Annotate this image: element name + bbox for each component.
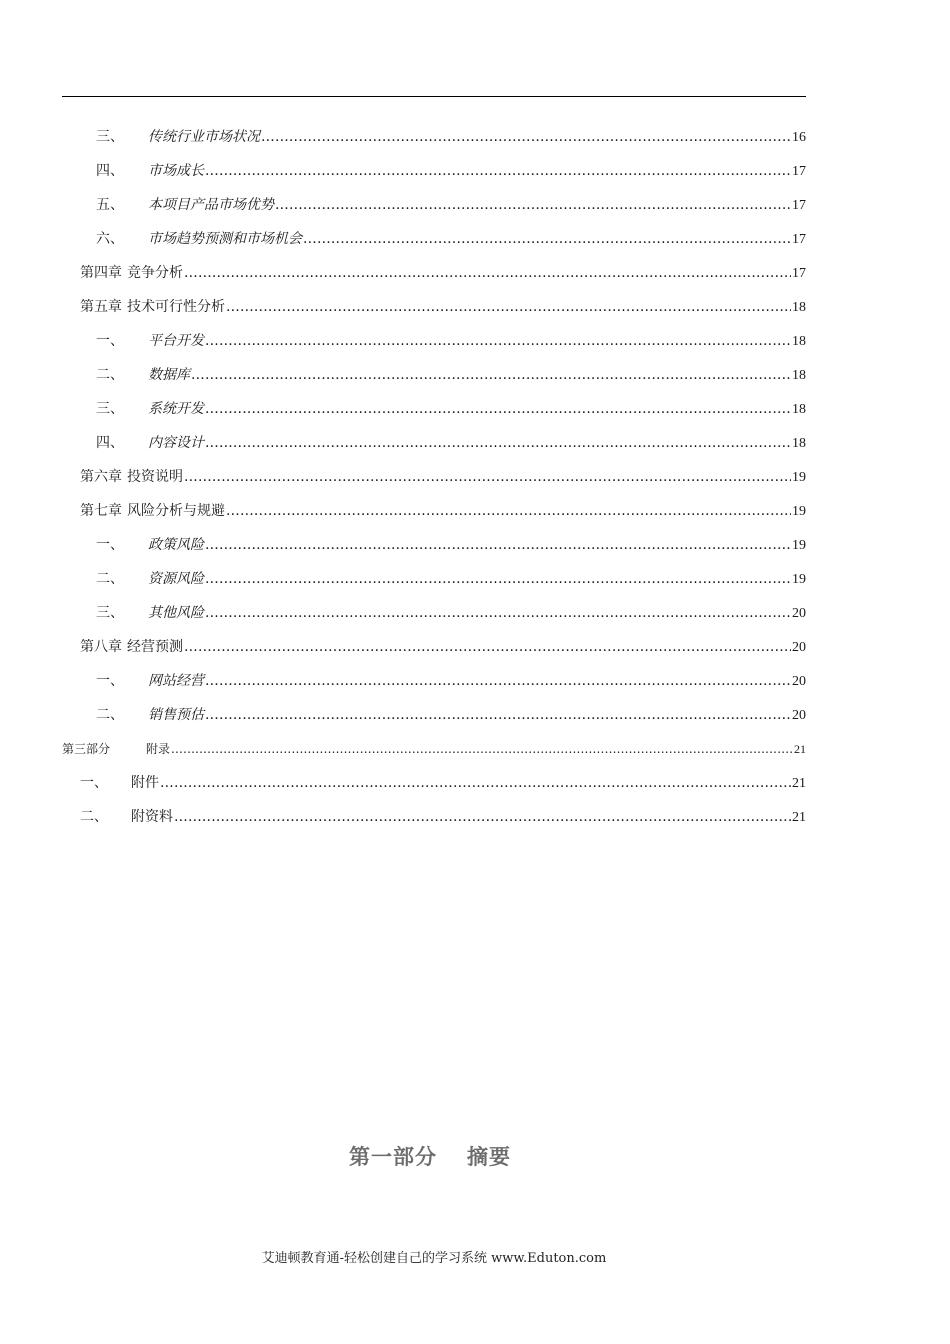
toc-entry[interactable] xyxy=(96,332,806,351)
toc-entry[interactable] xyxy=(80,774,806,793)
toc-entry-title: 其他风险 xyxy=(148,605,204,621)
toc-entry-number: 第五章 xyxy=(80,299,122,315)
toc-entry[interactable] xyxy=(96,400,806,419)
toc-dot-leader xyxy=(191,366,791,384)
toc-dot-leader xyxy=(205,434,791,452)
toc-dot-leader xyxy=(205,162,791,180)
toc-entry[interactable] xyxy=(96,128,806,147)
toc-dot-leader xyxy=(226,298,791,316)
toc-entry[interactable] xyxy=(96,536,806,555)
toc-entry-number: 二、 xyxy=(96,707,124,723)
toc-entry-number: 一、 xyxy=(96,333,124,349)
toc-entry-title: 市场趋势预测和市场机会 xyxy=(148,231,302,247)
toc-entry-number: 第八章 xyxy=(80,639,122,655)
toc-entry[interactable] xyxy=(96,604,806,623)
toc-entry-title: 附件 xyxy=(131,775,159,791)
toc-entry-title: 销售预估 xyxy=(148,707,204,723)
toc-entry[interactable] xyxy=(96,570,806,589)
toc-entry-page: 17 xyxy=(792,232,806,247)
toc-dot-leader xyxy=(205,332,791,350)
toc-entry-page: 18 xyxy=(792,334,806,349)
toc-entry-page: 18 xyxy=(792,402,806,417)
toc-entry[interactable] xyxy=(96,196,806,215)
toc-entry-page: 20 xyxy=(792,674,806,689)
toc-entry-number: 一、 xyxy=(96,537,124,553)
toc-entry-page: 21 xyxy=(792,776,806,791)
heading-part: 第一部分 xyxy=(349,1144,437,1169)
toc-entry[interactable] xyxy=(80,502,806,521)
toc-entry-title: 平台开发 xyxy=(148,333,204,349)
toc-entry-page: 21 xyxy=(794,742,806,756)
toc-entry[interactable] xyxy=(80,468,806,487)
toc-entry-page: 20 xyxy=(792,708,806,723)
toc-dot-leader xyxy=(184,468,791,486)
toc-entry-title: 经营预测 xyxy=(127,639,183,655)
toc-entry-number: 六、 xyxy=(96,231,124,247)
heading-title: 摘要 xyxy=(467,1144,511,1169)
toc-entry-title: 本项目产品市场优势 xyxy=(148,197,274,213)
toc-dot-leader xyxy=(184,638,791,656)
toc-dot-leader xyxy=(174,808,791,826)
toc-entry-page: 19 xyxy=(792,538,806,553)
toc-entry-title: 内容设计 xyxy=(148,435,204,451)
toc-entry-page: 17 xyxy=(792,266,806,281)
toc-entry-page: 18 xyxy=(792,368,806,383)
toc-entry[interactable] xyxy=(96,366,806,385)
toc-dot-leader xyxy=(226,502,791,520)
toc-entry[interactable] xyxy=(96,706,806,725)
toc-entry-number: 三、 xyxy=(96,129,124,145)
toc-entry[interactable] xyxy=(62,740,806,758)
toc-entry-title: 投资说明 xyxy=(127,469,183,485)
header-rule xyxy=(62,96,806,97)
toc-entry-number: 五、 xyxy=(96,197,124,213)
toc-entry-title: 网站经营 xyxy=(148,673,204,689)
toc-entry-number: 第六章 xyxy=(80,469,122,485)
toc-entry[interactable] xyxy=(96,672,806,691)
toc-entry-title: 竞争分析 xyxy=(127,265,183,281)
toc-entry[interactable] xyxy=(80,638,806,657)
toc-entry-page: 19 xyxy=(792,470,806,485)
toc-dot-leader xyxy=(275,196,791,214)
toc-entry-page: 20 xyxy=(792,640,806,655)
toc-dot-leader xyxy=(205,536,791,554)
toc-entry-title: 市场成长 xyxy=(148,163,204,179)
toc-dot-leader xyxy=(205,570,791,588)
toc-entry-number: 第四章 xyxy=(80,265,122,281)
toc-dot-leader xyxy=(205,604,791,622)
toc-entry-page: 17 xyxy=(792,198,806,213)
toc-entry-number: 三、 xyxy=(96,605,124,621)
toc-entry[interactable] xyxy=(80,264,806,283)
page-footer: 艾迪顿教育通-轻松创建自己的学习系统 www.Eduton.com xyxy=(261,1251,607,1266)
toc-entry-page: 18 xyxy=(792,300,806,315)
toc-dot-leader xyxy=(205,400,791,418)
toc-dot-leader xyxy=(205,672,791,690)
toc-entry-title: 系统开发 xyxy=(148,401,204,417)
toc-dot-leader xyxy=(171,740,793,758)
toc-entry-title: 技术可行性分析 xyxy=(127,299,225,315)
toc-entry-page: 16 xyxy=(792,130,806,145)
toc-entry-number: 二、 xyxy=(80,809,108,825)
toc-entry-title: 资源风险 xyxy=(148,571,204,587)
toc-dot-leader xyxy=(184,264,791,282)
toc-entry-page: 20 xyxy=(792,606,806,621)
toc-entry[interactable] xyxy=(80,808,806,827)
section-heading xyxy=(0,1141,860,1171)
toc-entry-title: 附资料 xyxy=(131,809,173,825)
toc-entry-number: 第三部分 xyxy=(62,742,111,756)
toc-entry-page: 17 xyxy=(792,164,806,179)
toc-entry-number: 三、 xyxy=(96,401,124,417)
toc-entry-number: 二、 xyxy=(96,367,124,383)
toc-dot-leader xyxy=(160,774,791,792)
toc-entry-page: 21 xyxy=(792,810,806,825)
toc-entry-number: 第七章 xyxy=(80,503,122,519)
toc-entry-number: 一、 xyxy=(96,673,124,689)
toc-entry-page: 18 xyxy=(792,436,806,451)
toc-entry-page: 19 xyxy=(792,504,806,519)
toc-dot-leader xyxy=(261,128,791,146)
toc-entry-page: 19 xyxy=(792,572,806,587)
toc-entry[interactable] xyxy=(80,298,806,317)
toc-entry-title: 政策风险 xyxy=(148,537,204,553)
toc-entry-title: 风险分析与规避 xyxy=(127,503,225,519)
toc-entry[interactable] xyxy=(96,162,806,181)
toc-entry-title: 数据库 xyxy=(148,367,190,383)
toc-dot-leader xyxy=(303,230,791,248)
toc-entry-number: 二、 xyxy=(96,571,124,587)
toc-entry-number: 四、 xyxy=(96,163,124,179)
toc-entry-title: 附录 xyxy=(146,742,171,756)
toc-entry[interactable] xyxy=(96,230,806,249)
toc-entry[interactable] xyxy=(96,434,806,453)
toc-entry-number: 一、 xyxy=(80,775,108,791)
toc-dot-leader xyxy=(205,706,791,724)
toc-entry-title: 传统行业市场状况 xyxy=(148,129,260,145)
toc-entry-number: 四、 xyxy=(96,435,124,451)
